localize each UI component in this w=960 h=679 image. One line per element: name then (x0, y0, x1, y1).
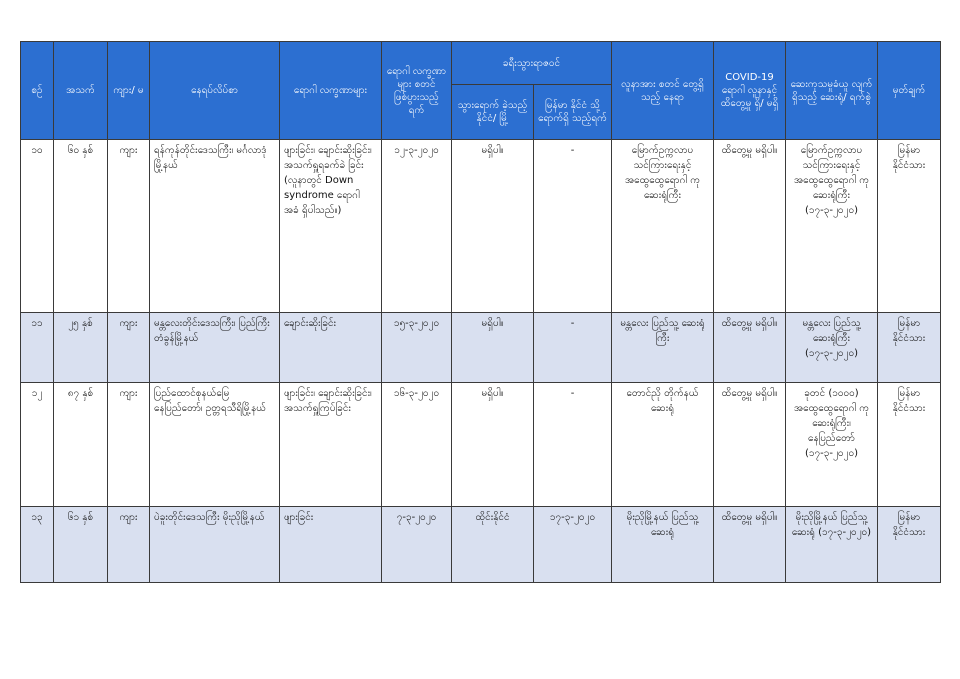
cell-covid-contact: ထိတွေ့မှု မရှိပါ။ (714, 383, 786, 507)
cell-remarks: မြန်မာ နိုင်ငံသား (878, 140, 941, 313)
header-current-hospital: ဆေးကုသမှုခံယူ လျက်ရှိသည့် ဆေးရုံ/ ရက်စွဲ (786, 42, 878, 140)
cell-gender: ကျား (108, 383, 150, 507)
cell-no: ၁၁ (21, 313, 54, 383)
cell-symptoms: ဖျားခြင်း (280, 507, 382, 583)
cell-return-date: - (534, 383, 612, 507)
cell-age: ၂၅ နှစ် (54, 313, 108, 383)
cell-onset-date: ၇-၃-၂၀၂၀ (382, 507, 452, 583)
cell-travel-country: မရှိပါ။ (452, 383, 534, 507)
cell-first-seen-place: တောင်ညို တိုက်နယ်ဆေးရုံ (612, 383, 714, 507)
cell-gender: ကျား (108, 507, 150, 583)
cell-age: ၆၀ နှစ် (54, 140, 108, 313)
cell-gender: ကျား (108, 313, 150, 383)
cell-symptoms: ဖျားခြင်း၊ ချောင်းဆိုးခြင်း၊ အသက်ရှူရခက်ခဲ ခြင်း (လူနာတွင် Down syndrome ရောဂါ အခံ ရှိပါသည်။) (280, 140, 382, 313)
cell-current-hospital: မန္တလေး ပြည်သူ့ ဆေးရုံကြီး (၁၇-၃-၂၀၂၀) (786, 313, 878, 383)
cell-remarks: မြန်မာ နိုင်ငံသား (878, 383, 941, 507)
cell-return-date: ၁၇-၃-၂၀၂၀ (534, 507, 612, 583)
header-row (21, 42, 941, 85)
cell-current-hospital: မြောက်ဥက္ကလာပ သင်ကြားရေးနှင့် အထွေထွေရောဂါ ကုဆေးရုံကြီး (၁၇-၃-၂၀၂၀) (786, 140, 878, 313)
cell-onset-date: ၁၅-၃-၂၀၂၀ (382, 313, 452, 383)
cell-address: မန္တလေးတိုင်းဒေသကြီး၊ ပြည်ကြီးတံခွန်မြို့နယ် (150, 313, 280, 383)
cell-symptoms: ချောင်းဆိုးခြင်း (280, 313, 382, 383)
header-symptoms: ရောဂါ လက္ခဏာများ (280, 42, 382, 140)
header-address: နေရပ်လိပ်စာ (150, 42, 280, 140)
table-row (21, 383, 941, 507)
cell-first-seen-place: မိုးညိုမြို့နယ် ပြည်သူ့ဆေးရုံ (612, 507, 714, 583)
header-first-seen-place: လူနာအား စတင် တွေ့ရှိသည့် နေရာ (612, 42, 714, 140)
case-table (20, 41, 941, 583)
cell-first-seen-place: မန္တလေး ပြည်သူ့ ဆေးရုံကြီး (612, 313, 714, 383)
cell-first-seen-place: မြောက်ဥက္ကလာပ သင်ကြားရေးနှင့် အထွေထွေရောဂါ ကုဆေးရုံကြီး (612, 140, 714, 313)
cell-travel-country: မရှိပါ။ (452, 313, 534, 383)
table-row (21, 313, 941, 383)
cell-age: ၆၁ နှစ် (54, 507, 108, 583)
header-travel-history: ခရီးသွားရာဇဝင် (452, 42, 612, 85)
cell-onset-date: ၁၂-၃-၂၀၂၀ (382, 140, 452, 313)
cell-no: ၁၃ (21, 507, 54, 583)
table-row (21, 140, 941, 313)
case-table-page (20, 41, 940, 583)
cell-return-date: - (534, 313, 612, 383)
cell-covid-contact: ထိတွေ့မှု မရှိပါ။ (714, 507, 786, 583)
cell-address: ပြည်ထောင်စုနယ်မြေ နေပြည်တော်၊ ဥတ္တရသီရိမြို့နယ် (150, 383, 280, 507)
header-travel-country: သွားရောက် ခဲ့သည့် နိုင်ငံ/ မြို့ (452, 85, 534, 140)
cell-covid-contact: ထိတွေ့မှု မရှိပါ။ (714, 140, 786, 313)
cell-covid-contact: ထိတွေ့မှု မရှိပါ။ (714, 313, 786, 383)
table-row (21, 507, 941, 583)
cell-age: ၈၇ နှစ် (54, 383, 108, 507)
cell-address: ပဲခူးတိုင်းဒေသကြီး မိုးညိုမြို့နယ် (150, 507, 280, 583)
cell-return-date: - (534, 140, 612, 313)
cell-address: ရန်ကုန်တိုင်းဒေသကြီး၊ မင်္ဂလာဒုံမြို့နယ် (150, 140, 280, 313)
header-no: စဉ် (21, 42, 54, 140)
header-age: အသက် (54, 42, 108, 140)
header-return-date: မြန်မာ နိုင်ငံ သို့ ရောက်ရှိ သည့်ရက် (534, 85, 612, 140)
cell-current-hospital: ခုတင် (၁၀၀၀) အထွေထွေရောဂါ ကု ဆေးရုံကြီး၊ နေပြည်တော် (၁၇-၃-၂၀၂၀) (786, 383, 878, 507)
cell-current-hospital: မိုးညိုမြို့နယ် ပြည်သူ့ဆေးရုံ (၁၇-၃-၂၀၂၀) (786, 507, 878, 583)
cell-travel-country: ထိုင်းနိုင်ငံ (452, 507, 534, 583)
cell-onset-date: ၁၆-၃-၂၀၂၀ (382, 383, 452, 507)
cell-gender: ကျား (108, 140, 150, 313)
header-gender: ကျား/ မ (108, 42, 150, 140)
cell-no: ၁၀ (21, 140, 54, 313)
cell-no: ၁၂ (21, 383, 54, 507)
cell-remarks: မြန်မာ နိုင်ငံသား (878, 507, 941, 583)
cell-travel-country: မရှိပါ။ (452, 140, 534, 313)
header-onset-date: ရောဂါ လက္ခဏာများ စတင် ဖြစ်ပွားသည့် ရက် (382, 42, 452, 140)
cell-symptoms: ဖျားခြင်း၊ ချောင်းဆိုးခြင်း၊ အသက်ရှူကြပ်ခြင်း (280, 383, 382, 507)
header-covid-contact: COVID-19 ရောဂါ လူနာနှင့် ထိတွေ့မှု ရှိ/ မရှိ (714, 42, 786, 140)
cell-remarks: မြန်မာ နိုင်ငံသား (878, 313, 941, 383)
header-remarks: မှတ်ချက် (878, 42, 941, 140)
